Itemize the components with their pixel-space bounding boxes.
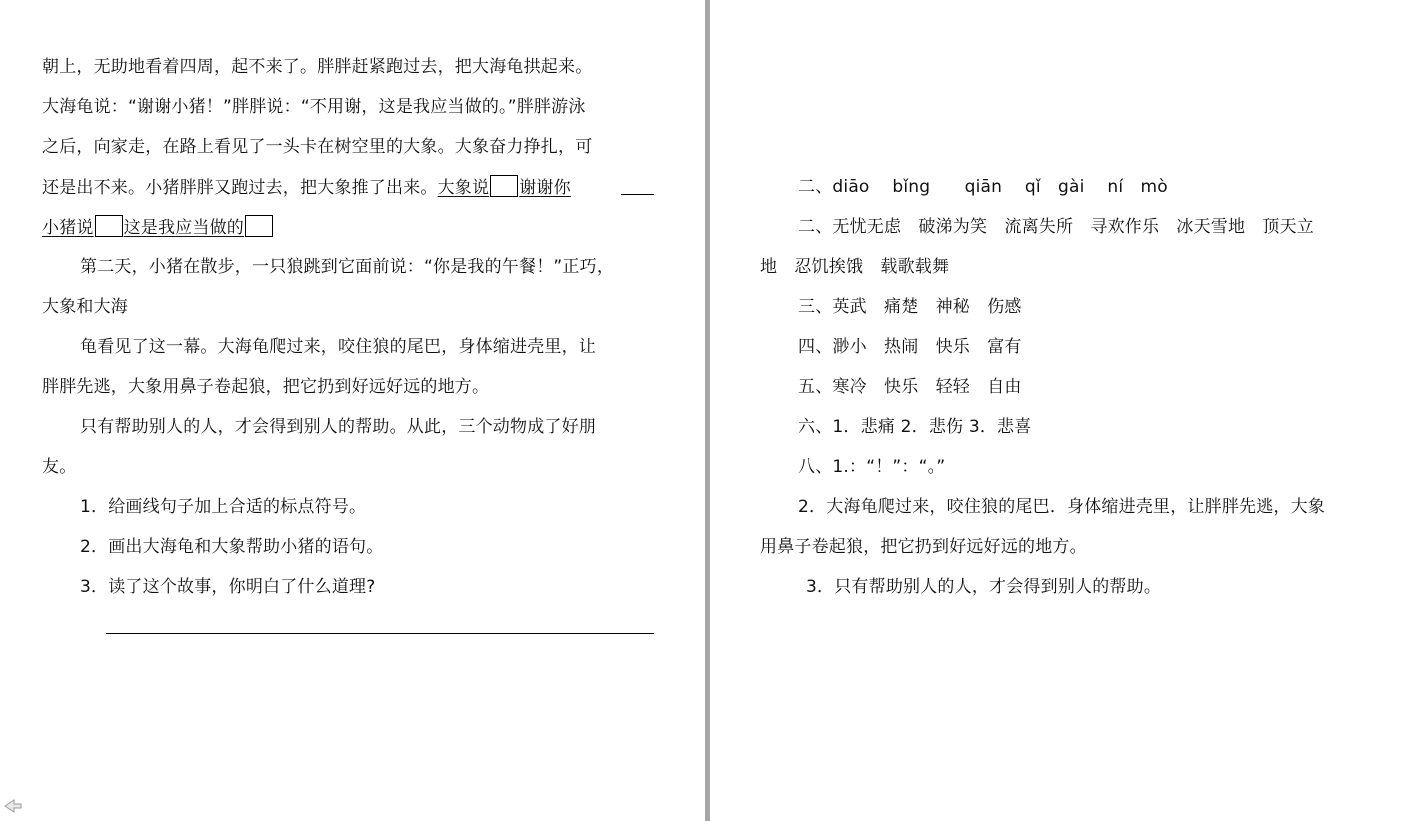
answer-line-text: 六、1．悲痛 2．悲伤 3．悲喜	[798, 417, 1032, 437]
underlined-sentence: 这是我应当做的	[123, 218, 245, 238]
answer-line-text: 二、无忧无虑 破涕为笑 流离失所 寻欢作乐 冰天雪地 顶天立	[798, 217, 1314, 237]
answer-line-text: 用鼻子卷起狼，把它扔到好远好远的地方。	[760, 537, 1087, 557]
text-line: 之后，向家走，在路上看见了一头卡在树空里的大象。大象奋力挣扎，可	[42, 137, 593, 157]
answer-line-text: 三、英武 痛楚 神秘 伤感	[798, 297, 1022, 317]
answer-line-text: 五、寒冷 快乐 轻轻 自由	[798, 377, 1022, 397]
answer-line-text: 2．大海龟爬过来，咬住狼的尾巴．身体缩进壳里，让胖胖先逃，大象	[798, 497, 1326, 517]
punctuation-blank-box[interactable]	[490, 175, 518, 197]
question-1: 1．给画线句子加上合适的标点符号。	[80, 497, 367, 517]
answer-line	[106, 633, 654, 634]
text-line: 只有帮助别人的人，才会得到别人的帮助。从此，三个动物成了好朋	[80, 417, 596, 437]
underline-tail	[621, 194, 654, 195]
answer-line-text: 二、diāo bǐng qiān qǐ gài ní mò	[798, 177, 1168, 197]
underlined-sentence: 小猪说	[42, 218, 94, 238]
answer-line-text: 3．只有帮助别人的人，才会得到别人的帮助。	[806, 577, 1162, 597]
underlined-sentence: 大象说	[437, 178, 490, 198]
answer-line-text: 四、渺小 热闹 快乐 富有	[798, 337, 1022, 357]
right-page	[710, 0, 1422, 821]
left-page	[0, 0, 705, 821]
text-line: 大海龟说：“谢谢小猪！”胖胖说：“不用谢，这是我应当做的。”胖胖游泳	[42, 97, 586, 117]
arrow-left-icon[interactable]	[4, 798, 22, 814]
text-line: 龟看见了这一幕。大海龟爬过来，咬住狼的尾巴，身体缩进壳里，让	[80, 337, 596, 357]
answer-line-text: 地 忍饥挨饿 载歌载舞	[760, 257, 950, 277]
underlined-sentence: 谢谢你	[519, 178, 571, 198]
question-2: 2．画出大海龟和大象帮助小猪的语句。	[80, 537, 384, 557]
text-line: 友。	[42, 457, 77, 477]
punctuation-blank-box[interactable]	[95, 215, 123, 237]
text-line: 大象和大海	[42, 297, 128, 317]
text-line: 朝上，无助地看着四周，起不来了。胖胖赶紧跑过去，把大海龟拱起来。	[42, 57, 593, 77]
text-segment: 还是出不来。小猪胖胖又跑过去，把大象推了出来。	[42, 178, 438, 198]
text-line: 第二天，小猪在散步，一只狼跳到它面前说：“你是我的午餐！”正巧，	[80, 257, 615, 277]
text-line	[42, 175, 571, 199]
question-3: 3．读了这个故事，你明白了什么道理?	[80, 577, 376, 597]
text-line: 胖胖先逃，大象用鼻子卷起狼，把它扔到好远好远的地方。	[42, 377, 490, 397]
answer-line-text: 八、1.：“！”：“。”	[798, 457, 946, 477]
text-line	[42, 215, 274, 239]
punctuation-blank-box[interactable]	[245, 215, 273, 237]
